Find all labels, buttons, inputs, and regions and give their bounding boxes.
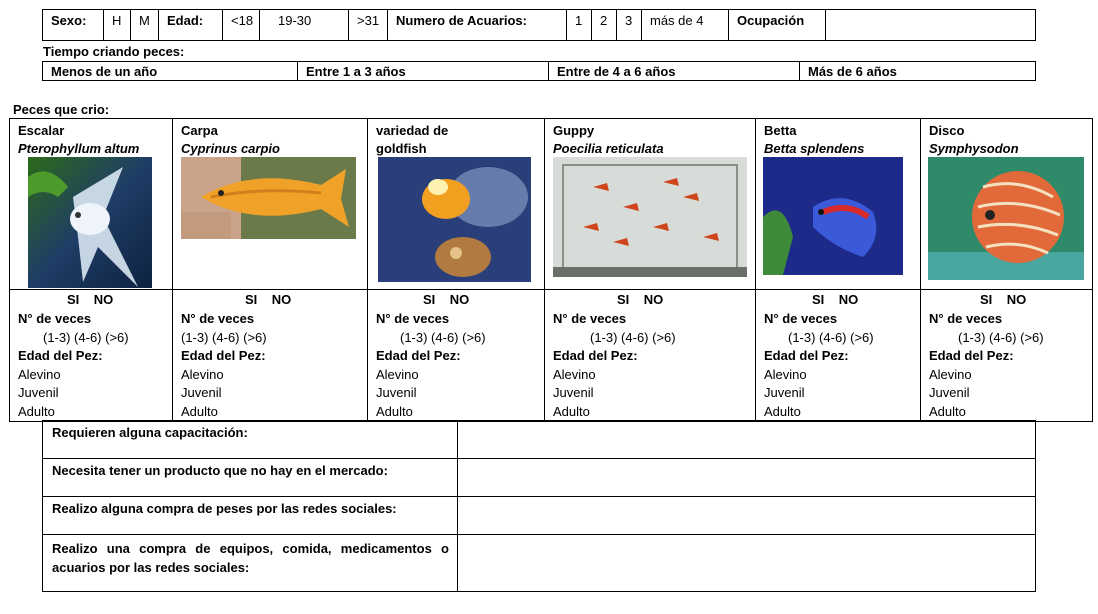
fish-name: Betta (764, 123, 797, 138)
acuarios-option-4[interactable]: más de 4 (642, 10, 729, 41)
edad-adulto[interactable]: Adulto (18, 403, 55, 419)
si-option[interactable]: SI (245, 292, 258, 307)
edad-pez-label: Edad del Pez: (764, 348, 849, 364)
fish-name: Disco (929, 123, 965, 138)
sexo-label: Sexo: (43, 10, 104, 41)
questions-table (42, 420, 1036, 592)
angelfish-photo (28, 157, 152, 288)
answer-field[interactable] (458, 421, 1036, 459)
veces-options[interactable]: (1-3) (4-6) (>6) (958, 329, 1044, 345)
question-label: Realizo una compra de equipos, comida, medicamentos o acuarios por las redes sociales: (43, 535, 458, 592)
veces-label: N° de veces (181, 311, 255, 326)
ocupacion-label: Ocupación (729, 10, 826, 41)
goldfish-photo (378, 157, 531, 282)
guppy-photo (553, 157, 747, 277)
veces-label: N° de veces (553, 311, 627, 326)
edad-alevino[interactable]: Alevino (553, 366, 596, 382)
sexo-h-option[interactable]: H (104, 10, 131, 41)
edad-option-3[interactable]: >31 (349, 10, 388, 41)
veces-label: N° de veces (18, 311, 92, 326)
si-option[interactable]: SI (617, 292, 630, 307)
demographics-table (42, 9, 1036, 41)
edad-adulto[interactable]: Adulto (181, 403, 218, 419)
acuarios-label: Numero de Acuarios: (388, 10, 567, 41)
tiempo-option[interactable]: Entre de 4 a 6 años (549, 62, 800, 81)
edad-pez-label: Edad del Pez: (18, 348, 103, 364)
carp-photo (181, 157, 356, 239)
edad-label: Edad: (159, 10, 223, 41)
edad-alevino[interactable]: Alevino (764, 366, 807, 382)
si-option[interactable]: SI (423, 292, 436, 307)
edad-pez-label: Edad del Pez: (929, 348, 1014, 364)
fish-column-disco (921, 119, 1093, 422)
edad-juvenil[interactable]: Juvenil (929, 385, 970, 401)
edad-adulto[interactable]: Adulto (553, 403, 590, 419)
edad-pez-label: Edad del Pez: (181, 348, 266, 364)
cell-divider (173, 289, 367, 290)
edad-adulto[interactable]: Adulto (764, 403, 801, 419)
fish-name: Guppy (553, 123, 595, 138)
cell-divider (545, 289, 755, 290)
cell-divider (10, 289, 172, 290)
edad-adulto[interactable]: Adulto (376, 403, 413, 419)
edad-option-2[interactable]: 19-30 (260, 10, 349, 41)
tiempo-table (42, 61, 1036, 81)
edad-juvenil[interactable]: Juvenil (764, 385, 805, 401)
fish-name: variedad de (376, 123, 449, 138)
ocupacion-field[interactable] (826, 10, 1036, 41)
edad-alevino[interactable]: Alevino (181, 366, 224, 382)
veces-options[interactable]: (1-3) (4-6) (>6) (400, 329, 486, 345)
edad-juvenil[interactable]: Juvenil (553, 385, 594, 401)
fish-scientific-name: Betta splendens (764, 141, 865, 156)
tiempo-option[interactable]: Más de 6 años (800, 62, 1036, 81)
tiempo-option[interactable]: Menos de un año (43, 62, 298, 81)
veces-options[interactable]: (1-3) (4-6) (>6) (788, 329, 874, 345)
edad-alevino[interactable]: Alevino (376, 366, 419, 382)
no-option[interactable]: NO (838, 292, 859, 307)
edad-juvenil[interactable]: Juvenil (18, 385, 59, 401)
edad-juvenil[interactable]: Juvenil (376, 385, 417, 401)
edad-pez-label: Edad del Pez: (553, 348, 638, 364)
no-option[interactable]: NO (643, 292, 664, 307)
fish-table (9, 118, 1093, 422)
edad-juvenil[interactable]: Juvenil (181, 385, 222, 401)
cell-divider (921, 289, 1092, 290)
edad-option-1[interactable]: <18 (223, 10, 260, 41)
edad-pez-label: Edad del Pez: (376, 348, 461, 364)
question-label: Necesita tener un producto que no hay en el mercado: (43, 459, 458, 497)
fish-column-betta (756, 119, 921, 422)
fish-scientific-name: Symphysodon (929, 141, 1019, 156)
fish-scientific-name: goldfish (376, 141, 427, 156)
veces-label: N° de veces (764, 311, 838, 326)
answer-field[interactable] (458, 497, 1036, 535)
no-option[interactable]: NO (271, 292, 292, 307)
veces-options[interactable]: (1-3) (4-6) (>6) (590, 329, 676, 345)
fish-scientific-name: Cyprinus carpio (181, 141, 280, 156)
fish-scientific-name: Pterophyllum altum (18, 141, 140, 156)
tiempo-option[interactable]: Entre 1 a 3 años (298, 62, 549, 81)
betta-photo (763, 157, 903, 275)
edad-alevino[interactable]: Alevino (18, 366, 61, 382)
question-label: Realizo alguna compra de peses por las redes sociales: (43, 497, 458, 535)
fish-column-escalar (10, 119, 173, 422)
si-option[interactable]: SI (67, 292, 80, 307)
si-option[interactable]: SI (980, 292, 993, 307)
no-option[interactable]: NO (93, 292, 114, 307)
si-option[interactable]: SI (812, 292, 825, 307)
fish-column-goldfish (368, 119, 545, 422)
veces-options[interactable]: (1-3) (4-6) (>6) (181, 329, 267, 345)
veces-label: N° de veces (376, 311, 450, 326)
fish-scientific-name: Poecilia reticulata (553, 141, 664, 156)
cell-divider (756, 289, 920, 290)
fish-column-guppy (545, 119, 756, 422)
acuarios-option-1[interactable]: 1 (567, 10, 592, 41)
veces-options[interactable]: (1-3) (4-6) (>6) (43, 329, 129, 345)
discus-photo (928, 157, 1084, 280)
cell-divider (368, 289, 544, 290)
no-option[interactable]: NO (449, 292, 470, 307)
edad-alevino[interactable]: Alevino (929, 366, 972, 382)
fish-name: Escalar (18, 123, 65, 138)
acuarios-option-2[interactable]: 2 (592, 10, 617, 41)
tiempo-title: Tiempo criando peces: (43, 44, 185, 59)
fish-name: Carpa (181, 123, 218, 138)
fish-column-carpa (173, 119, 368, 422)
acuarios-option-3[interactable]: 3 (617, 10, 642, 41)
sexo-m-option[interactable]: M (131, 10, 159, 41)
question-label: Requieren alguna capacitación: (43, 421, 458, 459)
edad-adulto[interactable]: Adulto (929, 403, 966, 419)
no-option[interactable]: NO (1006, 292, 1027, 307)
veces-label: N° de veces (929, 311, 1003, 326)
answer-field[interactable] (458, 535, 1036, 592)
answer-field[interactable] (458, 459, 1036, 497)
peces-title: Peces que crio: (13, 102, 110, 117)
